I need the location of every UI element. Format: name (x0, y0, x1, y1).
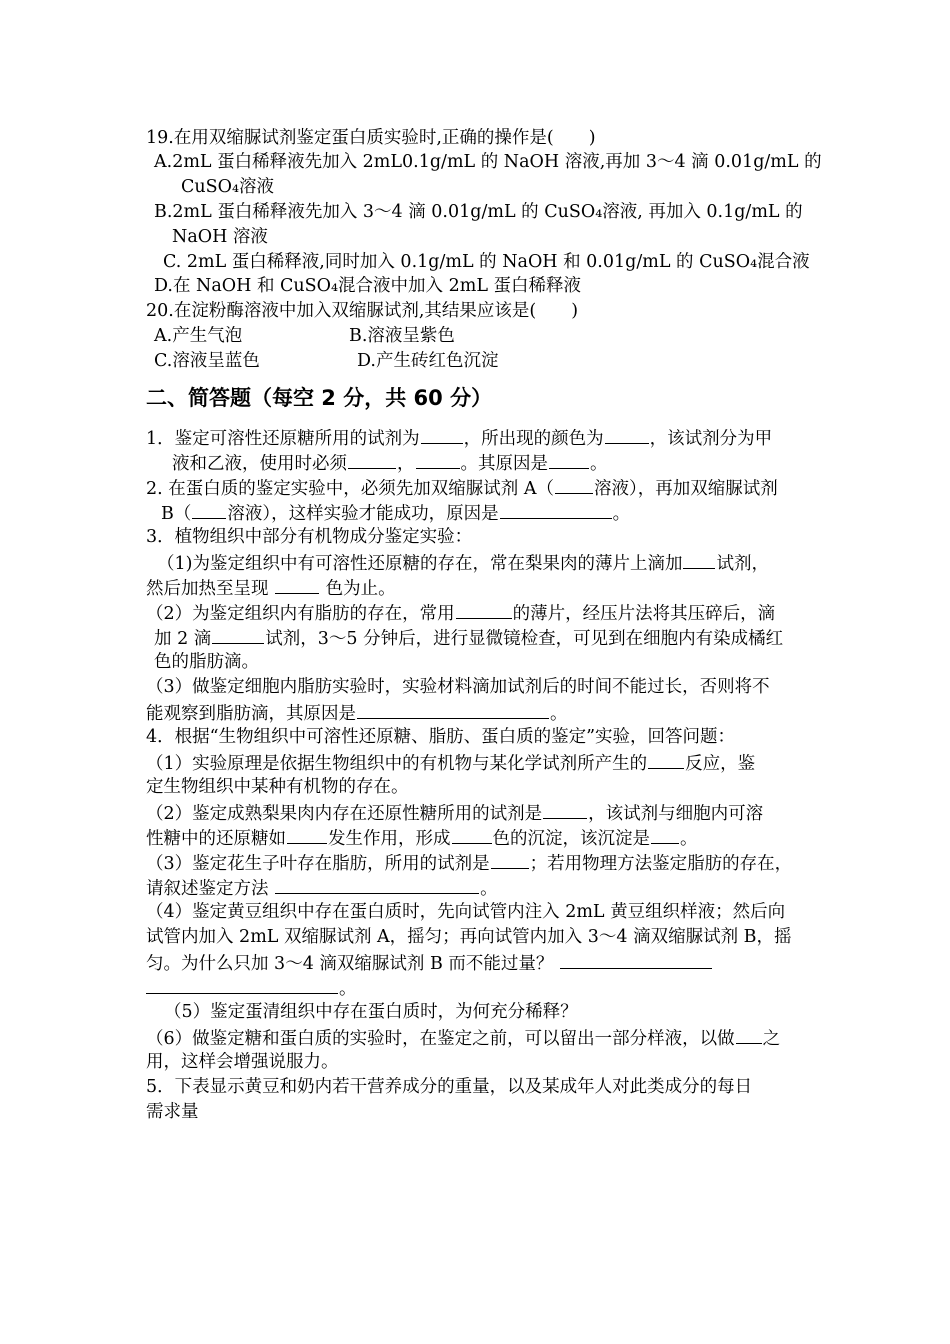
q4-part2-line2: 性糖中的还原糖如 发生作用，形成 色的沉淀，该沉淀是 。 (146, 825, 698, 851)
q19-option-d: D.在 NaOH 和 CuSO₄混合液中加入 2mL 蛋白稀释液 (154, 276, 581, 296)
q1-line2: 液和乙液，使用时必须 ， 。其原因是 。 (172, 450, 608, 476)
answer-blank[interactable] (605, 425, 649, 444)
answer-blank[interactable] (549, 450, 589, 469)
q4-part6-line1: （6）做鉴定糖和蛋白质的实验时，在鉴定之前，可以留出一部分样液，以做 之 (146, 1025, 780, 1051)
answer-blank[interactable] (212, 625, 264, 644)
q2-line1: 2. 在蛋白质的鉴定实验中，必须先加双缩脲试剂 A（ 溶液），再加双缩脲试剂 (146, 475, 778, 501)
q4-part3-line2: 请叙述鉴定方法 。 (146, 875, 498, 901)
q4-part1-line2: 定生物组织中某种有机物的存在。 (146, 777, 409, 797)
q5-line1: 5．下表显示黄豆和奶内若干营养成分的重量，以及某成年人对此类成分的每日 (146, 1077, 753, 1097)
answer-blank[interactable] (192, 500, 226, 519)
answer-blank[interactable] (456, 600, 512, 619)
answer-blank[interactable] (421, 425, 463, 444)
answer-blank[interactable] (452, 825, 492, 844)
q3-part3-line2: 能观察到脂肪滴，其原因是 。 (146, 700, 568, 726)
q2-line2: B（ 溶液），这样实验才能成功，原因是 。 (161, 500, 630, 526)
q20-option-d: D.产生砖红色沉淀 (357, 351, 499, 371)
q19-option-b-line1: B.2mL 蛋白稀释液先加入 3～4 滴 0.01g/mL 的 CuSO₄溶液, 再加入 0.1g/mL 的 (154, 202, 803, 222)
answer-blank[interactable] (651, 825, 679, 844)
answer-blank[interactable] (543, 800, 587, 819)
answer-blank[interactable] (146, 975, 338, 994)
q19-option-b-line2: NaOH 溶液 (172, 227, 268, 247)
q1-line1: 1．鉴定可溶性还原糖所用的试剂为 ，所出现的颜色为 ，该试剂分为甲 (146, 425, 772, 451)
answer-blank[interactable] (275, 875, 479, 894)
q3-title: 3．植物组织中部分有机物成分鉴定实验： (146, 527, 473, 547)
q19-option-c: C. 2mL 蛋白稀释液,同时加入 0.1g/mL 的 NaOH 和 0.01g/mL 的 CuSO₄混合液 (163, 252, 810, 272)
answer-blank[interactable] (491, 850, 529, 869)
q3-part3-line1: （3）做鉴定细胞内脂肪实验时，实验材料滴加试剂后的时间不能过长，否则将不 (146, 677, 770, 697)
q20-stem: 20.在淀粉酶溶液中加入双缩脲试剂,其结果应该是( ) (146, 301, 579, 321)
answer-blank[interactable] (348, 450, 396, 469)
answer-blank[interactable] (275, 575, 319, 594)
answer-blank[interactable] (357, 700, 549, 719)
q3-part2-line3: 色的脂肪滴。 (154, 652, 259, 672)
q4-part2-line1: （2）鉴定成熟梨果肉内存在还原性糖所用的试剂是 ，该试剂与细胞内可溶 (146, 800, 763, 826)
q3-part1-line2: 然后加热至呈现 色为止。 (146, 575, 396, 601)
q20-option-b: B.溶液呈紫色 (349, 326, 455, 346)
q20-option-a: A.产生气泡 (154, 326, 243, 346)
q4-part4-line2: 试管内加入 2mL 双缩脲试剂 A，摇匀；再向试管内加入 3～4 滴双缩脲试剂 B，摇 (146, 927, 792, 947)
answer-blank[interactable] (500, 500, 612, 519)
q3-part2-line1: （2）为鉴定组织内有脂肪的存在，常用 的薄片，经压片法将其压碎后，滴 (146, 600, 775, 626)
answer-blank[interactable] (736, 1025, 762, 1044)
q19-stem: 19.在用双缩脲试剂鉴定蛋白质实验时,正确的操作是( ) (146, 128, 596, 148)
q19-option-a-line1: A.2mL 蛋白稀释液先加入 2mL0.1g/mL 的 NaOH 溶液,再加 3～4 滴 0.01g/mL 的 (154, 152, 822, 172)
q19-option-a-line2: CuSO₄溶液 (181, 177, 275, 197)
q4-part6-line2: 用，这样会增强说服力。 (146, 1052, 339, 1072)
q4-part4-line1: （4）鉴定黄豆组织中存在蛋白质时，先向试管内注入 2mL 黄豆组织样液；然后向 (146, 902, 786, 922)
answer-blank[interactable] (416, 450, 460, 469)
q4-part3-line1: （3）鉴定花生子叶存在脂肪，所用的试剂是 ；若用物理方法鉴定脂肪的存在， (146, 850, 792, 876)
q4-part5: （5）鉴定蛋清组织中存在蛋白质时，为何充分稀释？ (164, 1002, 578, 1022)
q4-part1-line1: （1）实验原理是依据生物组织中的有机物与某化学试剂所产生的 反应，鉴 (146, 750, 755, 776)
q3-part2-line2: 加 2 滴 试剂，3～5 分钟后，进行显微镜检查，可见到在细胞内有染成橘红 (154, 625, 783, 651)
q20-option-c: C.溶液呈蓝色 (154, 351, 260, 371)
answer-blank[interactable] (683, 550, 715, 569)
q4-part4-line4: 。 (146, 975, 357, 1001)
answer-blank[interactable] (555, 475, 593, 494)
answer-blank[interactable] (560, 950, 712, 969)
section-heading: 二、简答题（每空 2 分，共 60 分） (146, 386, 493, 410)
q5-line2: 需求量 (146, 1102, 199, 1122)
q4-part4-line3: 匀。为什么只加 3～4 滴双缩脲试剂 B 而不能过量？ (146, 950, 713, 976)
q3-part1-line1: （1)为鉴定组织中有可溶性还原糖的存在，常在梨果肉的薄片上滴加 试剂， (157, 550, 769, 576)
answer-blank[interactable] (287, 825, 327, 844)
q4-title: 4．根据“生物组织中可溶性还原糖、脂肪、蛋白质的鉴定”实验，回答问题： (146, 727, 736, 747)
answer-blank[interactable] (648, 750, 684, 769)
